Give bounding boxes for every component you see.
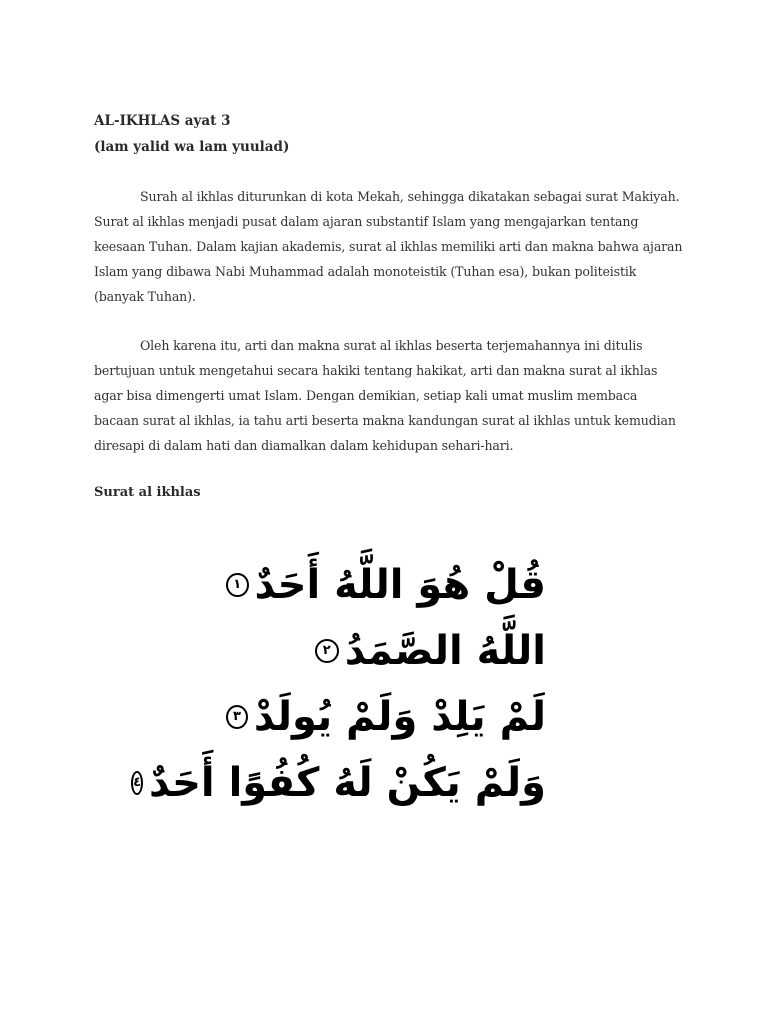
verse-1	[226, 552, 546, 618]
verse-number-marker: ١	[226, 573, 249, 597]
arabic-verses	[133, 552, 546, 816]
verse-2-text: اللَّهُ الصَّمَدُ	[344, 628, 546, 674]
verse-4-text: وَلَمْ يَكُنْ لَهُ كُفُوًا أَحَدٌ	[149, 760, 546, 806]
section-heading: Surat al ikhlas	[94, 485, 201, 500]
document-title: AL-IKHLAS ayat 3	[94, 113, 231, 129]
verse-3	[226, 684, 546, 750]
paragraph-purpose: Oleh karena itu, arti dan makna surat al ikhlas beserta terjemahannya ini ditulis bertujuan untuk mengetahui secara hakiki tentang hakikat, arti dan makna surat al ikhlas agar bisa dimengerti umat Islam. Dengan demikian, setiap kali umat muslim membaca bacaan surat al ikhlas, ia tahu arti beserta makna kandungan surat al ikhlas untuk kemudian diresapi di dalam hati dan diamalkan dalam kehidupan sehari-hari.	[94, 338, 676, 453]
paragraph-intro: Surah al ikhlas diturunkan di kota Mekah, sehingga dikatakan sebagai surat Makiyah. Surat al ikhlas menjadi pusat dalam ajaran substantif Islam yang mengajarkan tentang keesaan Tuhan. Dalam kajian akademis, surat al ikhlas memiliki arti dan makna bahwa ajaran Islam yang dibawa Nabi Muhammad adalah monoteistik (Tuhan esa), bukan politeistik (banyak Tuhan).	[94, 189, 683, 304]
document-subtitle: (lam yalid wa lam yuulad)	[94, 139, 290, 155]
verse-4	[133, 750, 546, 816]
verse-number-marker: ٢	[315, 639, 339, 663]
verse-number-marker: ٣	[226, 705, 248, 729]
verse-2	[226, 618, 546, 684]
document-page	[94, 108, 684, 519]
verse-3-text: لَمْ يَلِدْ وَلَمْ يُولَدْ	[253, 694, 546, 740]
verse-1-text: قُلْ هُوَ اللَّهُ أَحَدٌ	[254, 562, 546, 608]
verse-number-marker: ٤	[131, 771, 143, 795]
